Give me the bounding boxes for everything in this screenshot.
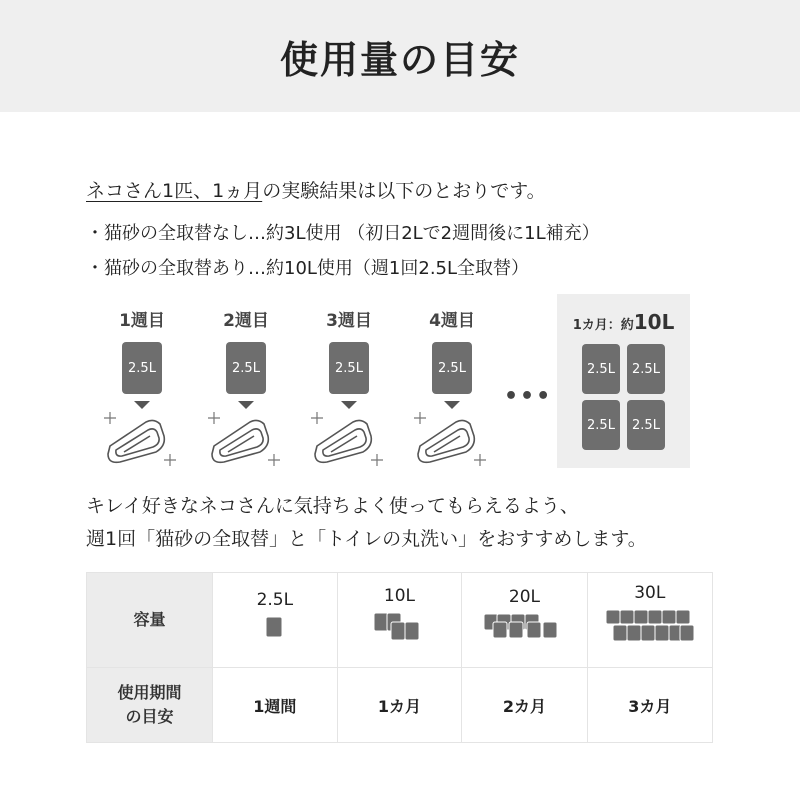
- litter-bag: 2.5L: [122, 342, 162, 394]
- month-litter-bag: 2.5L: [582, 400, 620, 450]
- litter-bag: 2.5L: [329, 342, 369, 394]
- period-header-line1: 使用期間: [117, 683, 182, 702]
- intro-underlined: ネコさん1匹、1ヵ月: [86, 180, 263, 202]
- capacity-row: [87, 573, 713, 668]
- bullet-replace: ・猫砂の全取替あり…約10L使用（週1回2.5L全取替）: [86, 258, 530, 279]
- period-value: 1カ月: [377, 696, 422, 716]
- volume-label: 30L: [634, 583, 666, 603]
- week-label: 4週目: [429, 311, 475, 331]
- title-bar: [0, 0, 800, 112]
- period-value: 3カ月: [628, 696, 672, 716]
- intro-text: [86, 176, 546, 203]
- week-label: 3週目: [326, 311, 372, 331]
- bullet-no-replace: ・猫砂の全取替なし…約3L使用 （初日2Lで2週間後に1L補充）: [86, 223, 600, 244]
- capacity-cell-10L: [337, 573, 462, 668]
- month-panel: [557, 294, 690, 468]
- week-label: 1週目: [119, 311, 165, 331]
- bag-count-graphic: [338, 612, 462, 642]
- month-litter-bag: 2.5L: [627, 344, 665, 394]
- period-cell: [337, 668, 462, 743]
- month-litter-bag: 2.5L: [627, 400, 665, 450]
- period-cell: [587, 668, 712, 743]
- period-header-line2: の目安: [125, 707, 174, 726]
- volume-label: 2.5L: [256, 590, 294, 610]
- capacity-table: [86, 572, 713, 743]
- month-label-value: 10L: [633, 310, 675, 334]
- period-cell: [213, 668, 337, 743]
- week-label: 2週目: [223, 311, 269, 331]
- period-value: 1週間: [253, 696, 297, 716]
- month-label: [557, 310, 690, 334]
- period-header: [87, 668, 213, 743]
- volume-label: 10L: [383, 586, 415, 606]
- litter-tray-icon: [408, 406, 498, 474]
- period-row: [87, 668, 713, 743]
- ellipsis: •••: [504, 384, 553, 409]
- litter-tray-icon: [202, 406, 292, 474]
- bag-count-graphic: [588, 609, 712, 645]
- bag-count-graphic: [462, 613, 586, 641]
- intro-rest: の実験結果は以下のとおりです。: [262, 180, 546, 202]
- capacity-cell-2.5L: [213, 573, 337, 668]
- period-cell: [462, 668, 587, 743]
- capacity-header: 容量: [87, 573, 213, 668]
- month-label-prefix: 1カ月：約: [572, 318, 634, 333]
- litter-bag: 2.5L: [226, 342, 266, 394]
- litter-tray-icon: [98, 406, 188, 474]
- month-litter-bag: 2.5L: [582, 344, 620, 394]
- page-title: 使用量の目安: [279, 37, 520, 82]
- period-value: 2カ月: [502, 696, 547, 716]
- bag-count-graphic: [213, 616, 336, 638]
- capacity-cell-20L: [462, 573, 587, 668]
- capacity-cell-30L: [587, 573, 712, 668]
- recommendation-line-2: 週1回「猫砂の全取替」と「トイレの丸洗い」をおすすめします。: [86, 528, 647, 550]
- volume-label: 20L: [508, 587, 540, 607]
- litter-bag: 2.5L: [432, 342, 472, 394]
- recommendation-line-1: キレイ好きなネコさんに気持ちよく使ってもらえるよう、: [86, 495, 579, 517]
- litter-tray-icon: [305, 406, 395, 474]
